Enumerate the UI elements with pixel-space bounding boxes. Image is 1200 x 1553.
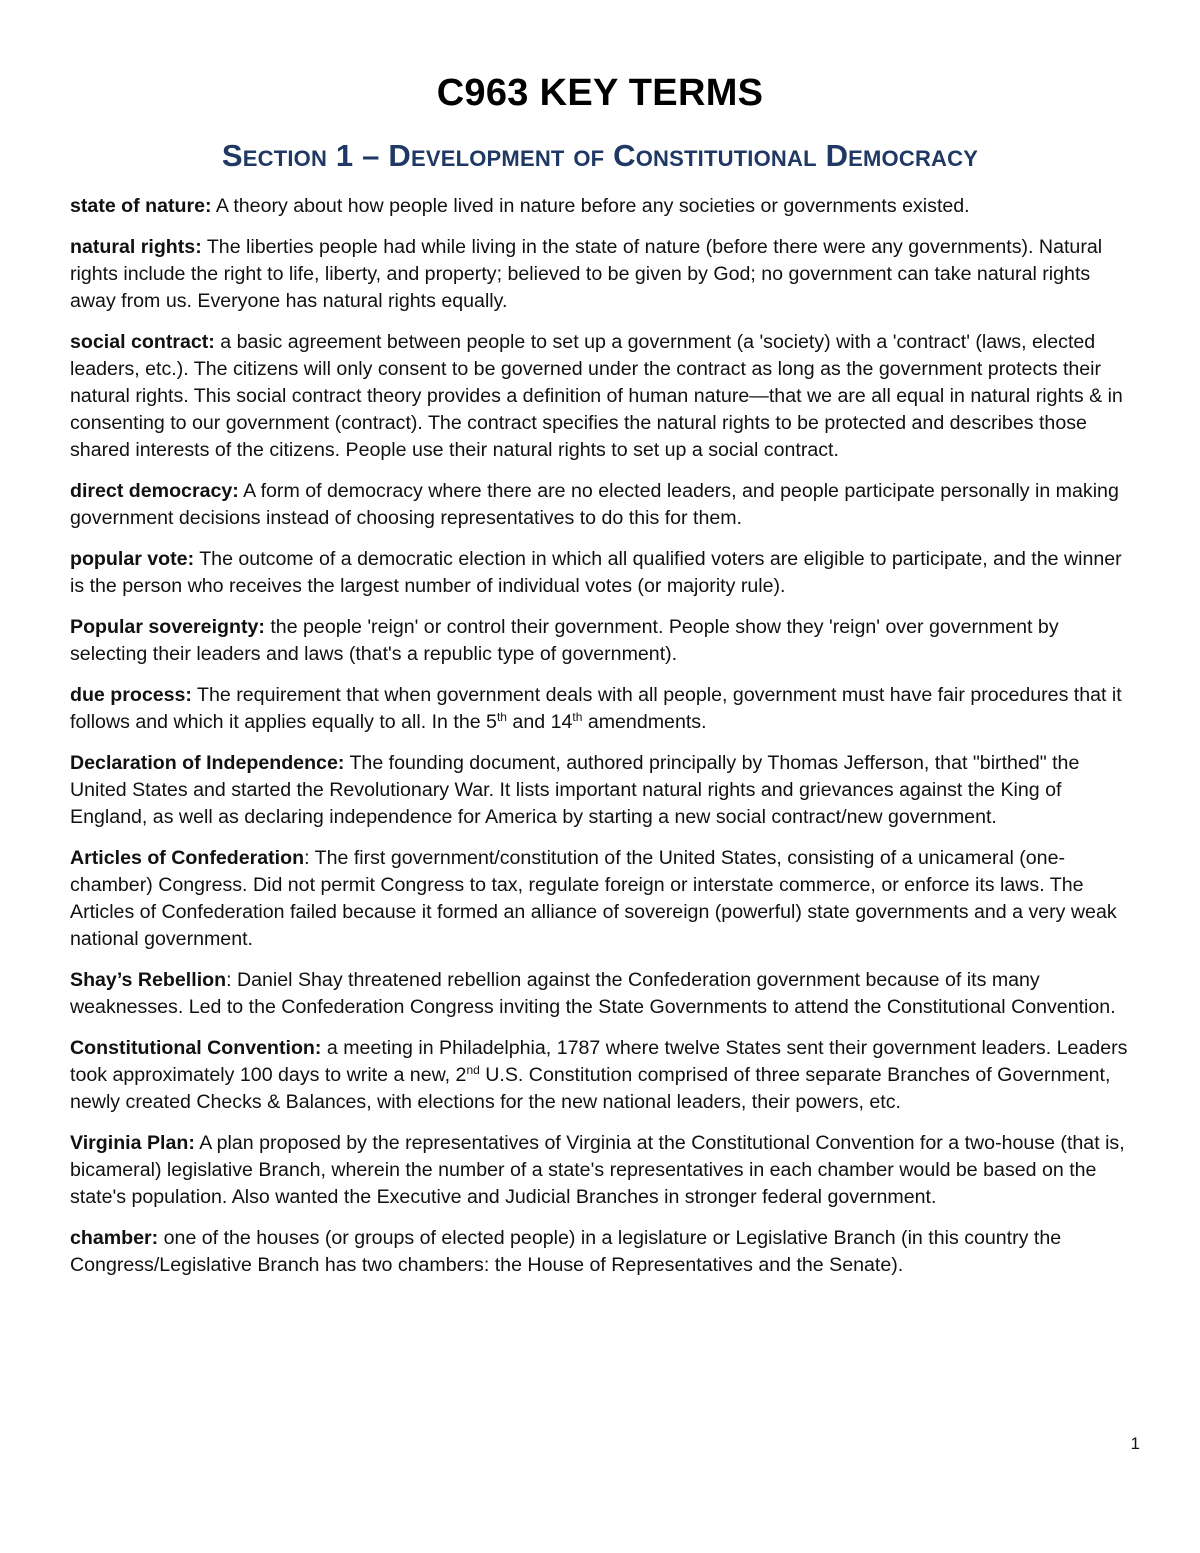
term-name: due process: <box>70 684 192 706</box>
term-definition: A plan proposed by the representatives of Virginia at the Constitutional Convention for a two-house (that is, bicameral) legislative Branch, wherein the number of a state's representatives in each chamber would be based on the state's population. Also wanted the Executive and Judicial Branches in stronger federal government. <box>70 1132 1125 1208</box>
term-definition: The liberties people had while living in the state of nature (before there were any governments). Natural rights include the right to life, liberty, and property; believed to be given by God; no government can take natural rights away from us. Everyone has natural rights equally. <box>70 236 1103 312</box>
section-heading: Section 1 – Development of Constitutional Democracy <box>221 138 979 173</box>
term-constitutional-convention <box>70 1035 1135 1116</box>
term-name: popular vote: <box>70 548 195 570</box>
term-name: Popular sovereignty: <box>70 616 265 638</box>
term-definition: a basic agreement between people to set up a government (a 'society) with a 'contract' (laws, elected leaders, etc.). The citizens will only consent to be governed under the contract as long as the government protects their natural rights. This social contract theory provides a definition of human nature—that we are all equal in natural rights & in consenting to our government (contract). The contract specifies the natural rights to be protected and describes those shared interests of the citizens. People use their natural rights to set up a social contract. <box>70 331 1123 461</box>
term-natural-rights <box>70 234 1135 315</box>
term-popular-vote <box>70 546 1135 600</box>
ordinal-suffix: nd <box>466 1063 480 1077</box>
term-articles-of-confederation <box>70 845 1135 953</box>
term-chamber <box>70 1225 1135 1279</box>
ordinal-suffix: th <box>496 710 507 724</box>
term-name: Virginia Plan: <box>70 1132 195 1154</box>
term-definition-end: amendments. <box>582 711 707 733</box>
term-definition-end: U.S. Constitution comprised of three separate Branches of Government, newly created Checks & Balances, with elections for the new national leaders, their powers, etc. <box>70 1064 1111 1113</box>
term-name: Constitutional Convention: <box>70 1037 322 1059</box>
term-declaration-of-independence <box>70 750 1135 831</box>
term-name: Declaration of Independence: <box>70 752 345 774</box>
term-due-process <box>70 682 1135 736</box>
term-definition: The founding document, authored principally by Thomas Jefferson, that "birthed" the United States and started the Revolutionary War. It lists important natural rights and grievances against the King of England, as well as declaring independence for America by starting a new social contract/new government. <box>70 752 1080 828</box>
term-name: Shay’s Rebellion <box>70 969 227 991</box>
term-name: chamber: <box>70 1227 159 1249</box>
term-state-of-nature <box>70 193 1135 220</box>
term-name: natural rights: <box>70 236 202 258</box>
term-definition-start: a meeting in Philadelphia, 1787 where twelve States sent their government leaders. Leaders took approximately 100 days to write a new, 2 <box>70 1037 1128 1086</box>
term-definition: The outcome of a democratic election in which all qualified voters are eligible to participate, and the winner is the person who receives the largest number of individual votes (or majority rule). <box>70 548 1122 597</box>
term-shays-rebellion <box>70 967 1135 1021</box>
term-name: direct democracy: <box>70 480 239 502</box>
page-number: 1 <box>1130 1434 1140 1453</box>
term-definition: : The first government/constitution of the United States, consisting of a unicameral (one-chamber) Congress. Did not permit Congress to tax, regulate foreign or interstate commerce, or enforce its laws. The Articles of Confederation failed because it formed an alliance of sovereign (powerful) state governments and a very weak national government. <box>70 847 1117 950</box>
term-popular-sovereignty <box>70 614 1135 668</box>
term-virginia-plan <box>70 1130 1135 1211</box>
term-definition-start: The requirement that when government deals with all people, government must have fair procedures that it follows and which it applies equally to all. In the 5 <box>70 684 1122 733</box>
term-direct-democracy <box>70 478 1135 532</box>
key-terms-list <box>70 193 1135 1293</box>
term-name: state of nature: <box>70 195 212 217</box>
document-title: C963 KEY TERMS <box>436 72 764 114</box>
term-definition: the people 'reign' or control their government. People show they 'reign' over government by selecting their leaders and laws (that's a republic type of government). <box>70 616 1059 665</box>
ordinal-suffix: th <box>572 710 583 724</box>
term-social-contract <box>70 329 1135 464</box>
term-name: social contract: <box>70 331 215 353</box>
term-definition: A theory about how people lived in nature before any societies or governments existed. <box>211 195 970 217</box>
term-name: Articles of Confederation <box>70 847 305 869</box>
term-definition: : Daniel Shay threatened rebellion against the Confederation government because of its many weaknesses. Led to the Confederation Congress inviting the State Governments to attend the Constitutional Convention. <box>70 969 1116 1018</box>
term-definition: one of the houses (or groups of elected people) in a legislature or Legislative Branch (in this country the Congress/Legislative Branch has two chambers: the House of Representatives and the Senate). <box>70 1227 1062 1276</box>
term-definition-middle: and 14 <box>506 711 573 733</box>
term-definition: A form of democracy where there are no elected leaders, and people participate personally in making government decisions instead of choosing representatives to do this for them. <box>70 480 1119 529</box>
